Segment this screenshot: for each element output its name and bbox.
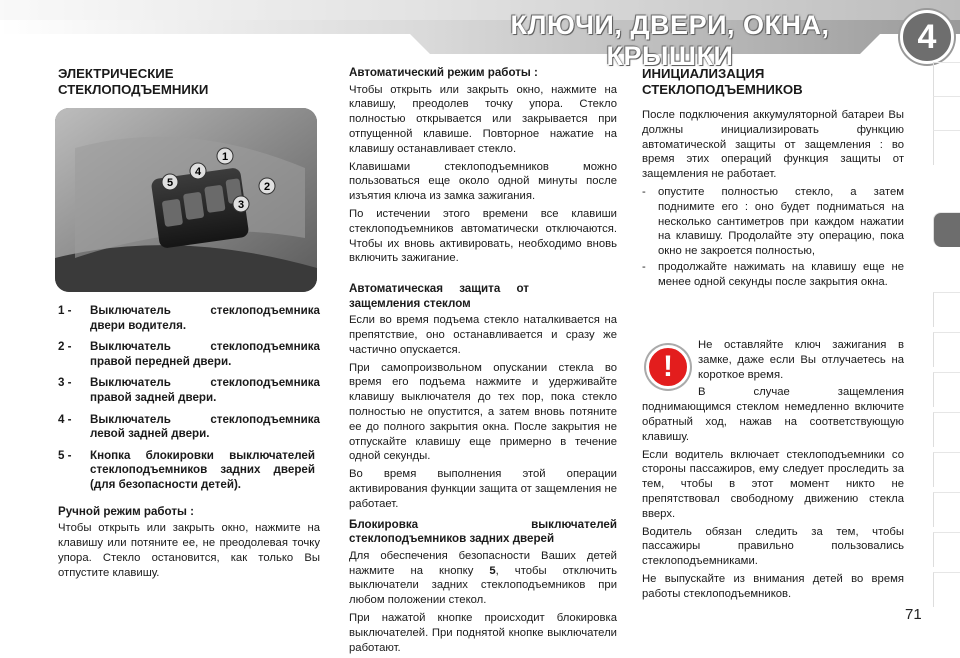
anti-pinch-p3: Во время выполнения этой операции активирования функции защита от защемления не работает. — [349, 468, 617, 510]
chapter-tab — [933, 532, 960, 567]
door-panel-illustration — [55, 108, 317, 292]
page-header — [0, 0, 960, 71]
photo-label-1: 1 — [221, 151, 229, 163]
anti-pinch-heading: Автоматическая защита от защемления стеклом — [349, 282, 529, 310]
legend-item: 2 - Выключатель стеклоподъемника правой передней двери. — [58, 340, 320, 368]
chapter-number-badge: 4 — [900, 10, 954, 64]
auto-mode-heading: Автоматический режим работы : — [349, 66, 538, 79]
middle-column-lower — [349, 282, 617, 658]
chapter-tab — [933, 62, 960, 97]
chapter-tab — [933, 130, 960, 165]
warning-p4: Водитель обязан следить за тем, чтобы пассажиры правильно пользовались стеклоподъемниками. — [642, 525, 904, 568]
child-lock-p1: Для обеспечения безопасности Ваших детей нажмите на кнопку 5, чтобы отключить выключатели задних стеклоподъемников при любом положении стекол. — [349, 549, 617, 607]
chapter-tab — [933, 96, 960, 131]
auto-mode-p3: По истечении этого времени все клавиши стеклоподъемников автоматически отключаются. Чтобы их вновь активировать, необходимо вновь включить зажигание. — [349, 207, 617, 265]
middle-column — [349, 66, 617, 269]
chapter-tab — [933, 572, 960, 607]
chapter-tab — [933, 292, 960, 327]
legend-item: 1 - Выключатель стеклоподъемника двери водителя. — [58, 304, 320, 332]
legend-item: 4 - Выключатель стеклоподъемника левой задней двери. — [58, 412, 320, 441]
anti-pinch-p2: При самопроизвольном опускании стекла во время его подъема нажмите и удерживайте клавишу выключателя до тех пор, пока стекло полностью не опустится, а затем вновь потяните ее до полного закрытия окна. После закрытия не отпускайте клавишу еще примерно в течение одной секунды. — [349, 361, 617, 463]
chapter-tab — [933, 492, 960, 527]
init-step-1: - опустите полностью стекло, а затем поднимите его : оно будет подниматься на несколько сантиметров при каждом нажатии на клавишу. Продолайте эту операцию, пока окно не закроется полностью, — [642, 185, 904, 258]
chapter-tabs — [930, 62, 960, 622]
warning-block — [642, 338, 904, 605]
photo-label-3: 3 — [237, 199, 245, 211]
chapter-tab-active — [933, 212, 960, 247]
section-heading-windows: ЭЛЕКТРИЧЕСКИЕ СТЕКЛОПОДЪЕМНИКИ — [58, 66, 209, 97]
window-switch-photo — [55, 108, 317, 292]
auto-mode-p2: Клавишами стеклоподъемников можно пользоваться еще около одной минуты после изъятия ключа из замка зажигания. — [349, 160, 617, 203]
chapter-tab — [933, 452, 960, 487]
chapter-tab — [933, 412, 960, 447]
chapter-tab — [933, 372, 960, 407]
photo-label-4: 4 — [194, 166, 202, 178]
child-lock-heading: Блокировка выключателей стеклоподъемников задних дверей — [349, 517, 617, 546]
legend-item: 5 - Кнопка блокировки выключателей стеклоподъемников задних дверей (для безопасности детей). — [58, 448, 315, 491]
init-step-2: - продолжайте нажимать на клавишу еще не менее одной секунды после закрытия окна. — [642, 260, 904, 288]
photo-label-2: 2 — [263, 181, 271, 193]
init-p1: После подключения аккумуляторной батареи Вы должны инициализировать функцию автоматической защиты от защемления : во время этих операций функция защиты от защемления не работает. — [642, 109, 904, 181]
anti-pinch-p1: Если во время подъема стекло наталкивается на препятствие, оно останавливается и сразу же частично опускается. — [349, 314, 617, 356]
manual-mode-text: Чтобы открыть или закрыть окно, нажмите на клавишу или потяните ее, не преодолевая точку упора. Стекло остановится, как только Вы отпустите клавишу. — [58, 522, 320, 579]
left-column-lower — [58, 304, 320, 583]
child-lock-p2: При нажатой кнопке происходит блокировка выключателей. При поднятой кнопке выключатели работают. — [349, 611, 617, 654]
chapter-tab — [933, 332, 960, 367]
warning-p2: В случае защемления поднимающимся стеклом немедленно включите обратный ход, нажав на соответствующую клавишу. — [642, 386, 904, 443]
init-heading: ИНИЦИАЛИЗАЦИЯ СТЕКЛОПОДЪЕМНИКОВ — [642, 66, 803, 97]
legend-item: 3 - Выключатель стеклоподъемника правой задней двери. — [58, 376, 320, 404]
page-number: 71 — [905, 606, 922, 623]
warning-p1: Не оставляйте ключ зажигания в замке, даже если Вы отлучаетесь на короткое время. — [698, 339, 904, 381]
warning-icon: ! — [646, 345, 690, 389]
auto-mode-p1: Чтобы открыть или закрыть окно, нажмите на клавишу, преодолев точку упора. Стекло полностью открывается или закрывается при отпущенной клавише. Повторное нажатие на клавишу останавливает стекло. — [349, 83, 617, 155]
warning-p5: Не выпускайте из внимания детей во время работы стеклоподъемников. — [642, 572, 904, 600]
left-column — [58, 66, 320, 98]
chapter-title: КЛЮЧИ, ДВЕРИ, ОКНА, КРЫШКИ — [510, 10, 830, 71]
warning-p3: Если водитель включает стеклоподъемники со стороны пассажиров, ему следует проследить за тем, чтобы в этот момент никто не препятствовал свободному движению стекла вверх. — [642, 448, 904, 520]
switch-legend-list — [58, 304, 320, 493]
manual-mode-heading: Ручной режим работы : — [58, 504, 195, 518]
photo-label-5: 5 — [166, 177, 174, 189]
right-column — [642, 66, 904, 291]
